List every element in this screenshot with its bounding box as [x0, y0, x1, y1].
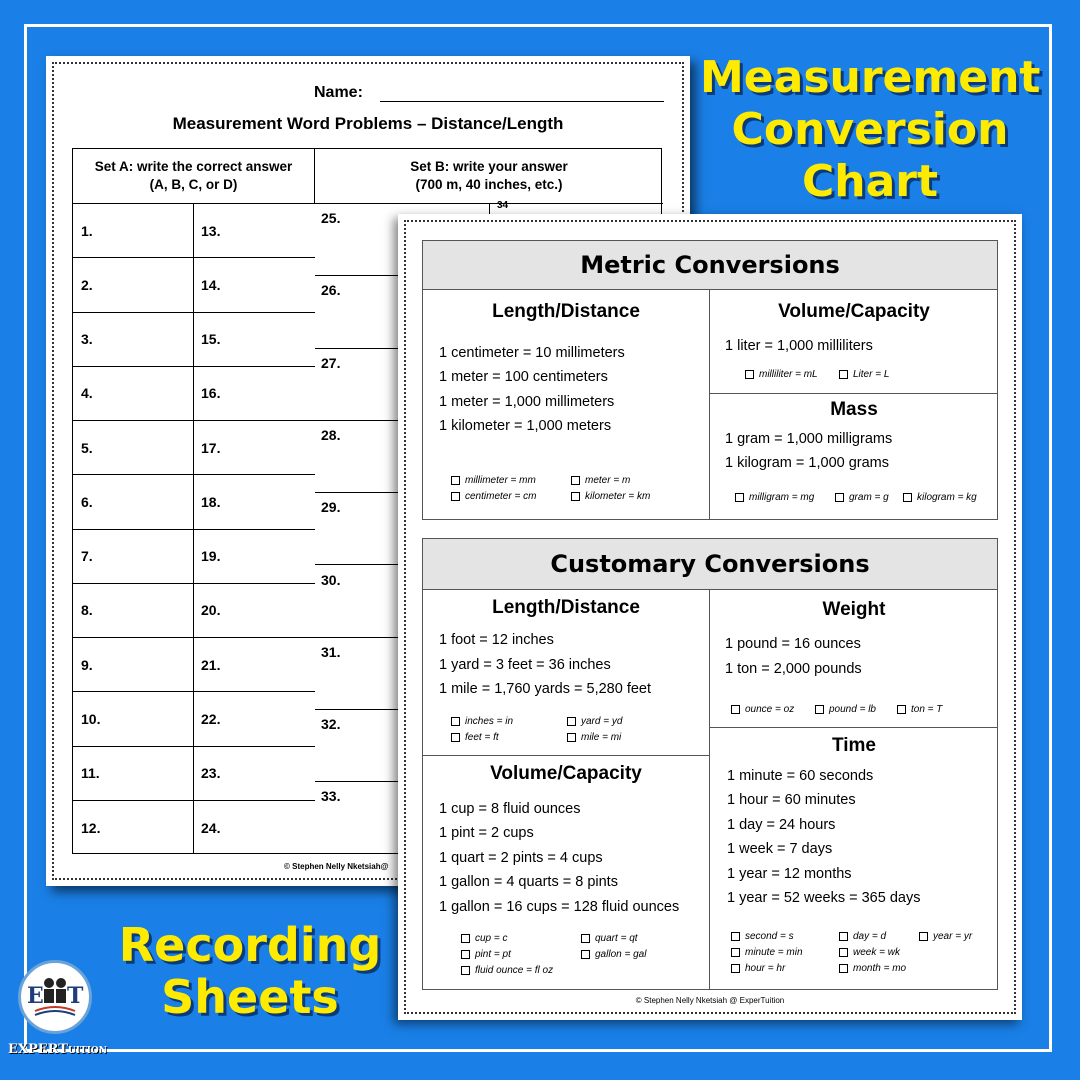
- answer-cell[interactable]: 11.: [73, 747, 193, 801]
- answer-cell[interactable]: 32.: [315, 710, 489, 782]
- answer-cell[interactable]: 29.: [315, 493, 489, 565]
- answer-cell[interactable]: 9.: [73, 638, 193, 692]
- headline-line: Measurement: [700, 52, 1041, 103]
- logo-letter-e: E: [27, 983, 44, 1009]
- abbr: centimeter = cm: [451, 491, 536, 502]
- answer-cell[interactable]: 31.: [315, 638, 489, 710]
- metric-panel: [422, 240, 998, 520]
- abbr: fluid ounce = fl oz: [461, 965, 553, 976]
- answer-cell[interactable]: 3.: [73, 313, 193, 367]
- abbr: yard = yd: [567, 716, 622, 727]
- subheadline-line: Sheets: [161, 970, 339, 1024]
- answer-cell[interactable]: 26.: [315, 276, 489, 348]
- customary-weight-title: Weight: [822, 599, 886, 620]
- headline-line: Chart: [801, 156, 939, 207]
- answer-cell[interactable]: 23.: [193, 747, 315, 801]
- customary-time-title: Time: [831, 735, 876, 756]
- fact: 1 cup = 8 fluid ounces: [439, 801, 581, 817]
- answer-cell[interactable]: 16.: [193, 367, 315, 421]
- answer-cell[interactable]: 34: [497, 200, 509, 211]
- chart-copyright: © Stephen Nelly Nketsiah @ ExperTuition: [635, 996, 785, 1005]
- fact: 1 minute = 60 seconds: [727, 768, 874, 784]
- fact: 1 mile = 1,760 yards = 5,280 feet: [439, 681, 651, 697]
- headline: [700, 52, 1041, 212]
- fact: 1 quart = 2 pints = 4 cups: [439, 850, 603, 866]
- logo-emblem-icon: [18, 960, 92, 1034]
- answer-cell[interactable]: 1.: [73, 204, 193, 258]
- name-label: Name:: [314, 84, 363, 101]
- answer-cell[interactable]: 22.: [193, 692, 315, 746]
- customary-panel: [422, 538, 998, 990]
- customary-title: Customary Conversions: [423, 539, 997, 590]
- abbr: meter = m: [571, 475, 630, 486]
- abbr: quart = qt: [581, 933, 638, 944]
- answer-cell[interactable]: 8.: [73, 584, 193, 638]
- set-a-header: Set A: write the correct answer (A, B, C, or D): [73, 149, 315, 204]
- fact: 1 week = 7 days: [727, 841, 833, 857]
- fact: 1 day = 24 hours: [727, 817, 836, 833]
- metric-volume-title: Volume/Capacity: [778, 301, 930, 322]
- abbr: kilogram = kg: [903, 492, 977, 503]
- answer-cell[interactable]: 5.: [73, 421, 193, 475]
- fact: 1 year = 52 weeks = 365 days: [727, 890, 921, 906]
- fact: 1 foot = 12 inches: [439, 632, 554, 648]
- abbr: milliliter = mL: [745, 369, 818, 380]
- fact: 1 kilogram = 1,000 grams: [725, 455, 890, 471]
- abbr: gallon = gal: [581, 949, 646, 960]
- answer-cell[interactable]: 24.: [201, 819, 221, 836]
- worksheet-title: Measurement Word Problems – Distance/Length: [172, 114, 564, 133]
- abbr: second = s: [731, 931, 794, 942]
- fact: 1 meter = 1,000 millimeters: [439, 394, 615, 410]
- abbr: year = yr: [919, 931, 972, 942]
- answer-cell[interactable]: 19.: [193, 530, 315, 584]
- abbr: mile = mi: [567, 732, 621, 743]
- abbr: cup = c: [461, 933, 508, 944]
- answer-cell[interactable]: 14.: [193, 258, 315, 312]
- name-line[interactable]: [380, 101, 664, 102]
- metric-length-title: Length/Distance: [492, 301, 640, 322]
- answer-cell[interactable]: 27.: [315, 349, 489, 421]
- answer-cell[interactable]: 13.: [193, 204, 315, 258]
- answer-cell[interactable]: 18.: [193, 475, 315, 529]
- fact: 1 gallon = 4 quarts = 8 pints: [439, 874, 618, 890]
- answer-cell[interactable]: 17.: [193, 421, 315, 475]
- answer-cell[interactable]: 25.: [315, 204, 489, 276]
- answer-cell[interactable]: 2.: [73, 258, 193, 312]
- fact: 1 pound = 16 ounces: [725, 636, 861, 652]
- answer-cell[interactable]: 20.: [193, 584, 315, 638]
- fact: 1 gallon = 16 cups = 128 fluid ounces: [439, 899, 680, 915]
- fact: 1 year = 12 months: [727, 866, 852, 882]
- fact: 1 centimeter = 10 millimeters: [439, 345, 625, 361]
- abbr: Liter = L: [839, 369, 889, 380]
- abbr: gram = g: [835, 492, 889, 503]
- worksheet-copyright: © Stephen Nelly Nketsiah@: [284, 862, 389, 871]
- fact: 1 meter = 100 centimeters: [439, 369, 608, 385]
- conversion-chart-sheet: [398, 214, 1022, 1020]
- answer-cell[interactable]: 28.: [315, 421, 489, 493]
- abbr: week = wk: [839, 947, 900, 958]
- answer-cell[interactable]: 12.: [81, 819, 101, 836]
- set-b-header: Set B: write your answer (700 m, 40 inches, etc.): [315, 149, 663, 204]
- abbr: minute = min: [731, 947, 803, 958]
- fact: 1 yard = 3 feet = 36 inches: [439, 657, 611, 673]
- customary-volume-title: Volume/Capacity: [490, 763, 642, 784]
- abbr: pint = pt: [461, 949, 511, 960]
- fact: 1 gram = 1,000 milligrams: [725, 431, 893, 447]
- expertuition-logo: [8, 960, 108, 1060]
- answer-cell[interactable]: 21.: [193, 638, 315, 692]
- fact: 1 pint = 2 cups: [439, 825, 534, 841]
- headline-line: Conversion: [731, 104, 1009, 155]
- fact: 1 kilometer = 1,000 meters: [439, 418, 612, 434]
- logo-wordmark: EXPERTUITION: [8, 1042, 107, 1057]
- abbr: milligram = mg: [735, 492, 814, 503]
- answer-cell[interactable]: 4.: [73, 367, 193, 421]
- answer-cell[interactable]: 10.: [73, 692, 193, 746]
- subheadline: [100, 918, 400, 1026]
- customary-length-title: Length/Distance: [492, 597, 640, 618]
- abbr: month = mo: [839, 963, 906, 974]
- abbr: day = d: [839, 931, 886, 942]
- logo-letter-t: T: [67, 983, 84, 1009]
- abbr: feet = ft: [451, 732, 499, 743]
- answer-cell[interactable]: 33.: [321, 788, 341, 805]
- fact: 1 liter = 1,000 milliliters: [725, 338, 873, 354]
- metric-mass-title: Mass: [830, 399, 878, 420]
- abbr: pound = lb: [815, 704, 876, 715]
- abbr: millimeter = mm: [451, 475, 536, 486]
- abbr: kilometer = km: [571, 491, 650, 502]
- fact: 1 hour = 60 minutes: [727, 792, 856, 808]
- abbr: ton = T: [897, 704, 942, 715]
- answer-cell[interactable]: 7.: [73, 530, 193, 584]
- metric-title: Metric Conversions: [423, 241, 997, 290]
- answer-cell[interactable]: 15.: [193, 313, 315, 367]
- abbr: inches = in: [451, 716, 513, 727]
- fact: 1 ton = 2,000 pounds: [725, 661, 862, 677]
- abbr: ounce = oz: [731, 704, 794, 715]
- answer-cell[interactable]: 6.: [73, 475, 193, 529]
- subheadline-line: Recording: [118, 918, 382, 972]
- abbr: hour = hr: [731, 963, 785, 974]
- answer-cell[interactable]: 30.: [315, 566, 489, 638]
